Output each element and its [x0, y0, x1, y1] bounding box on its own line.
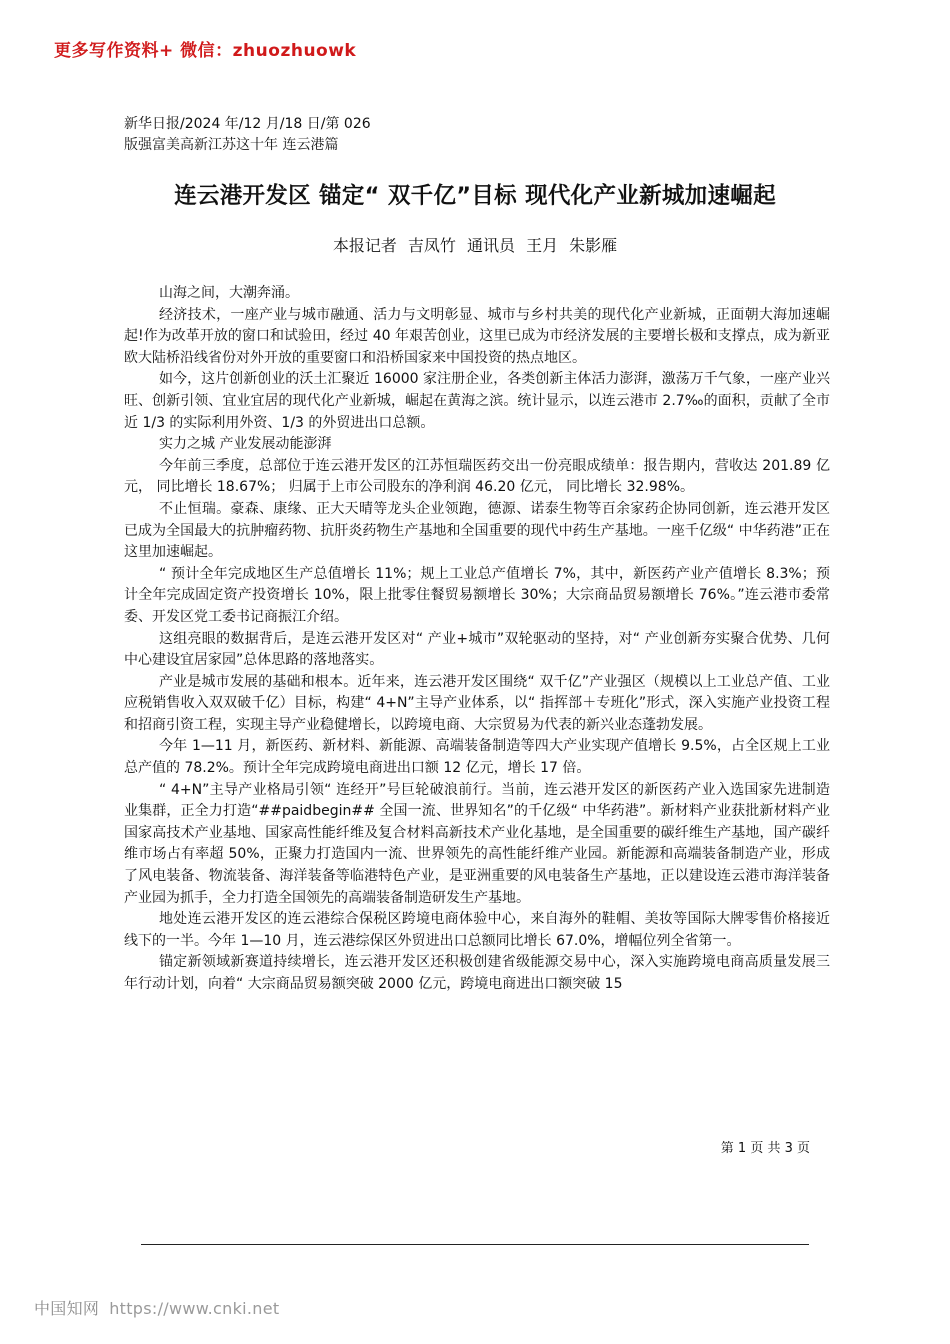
page-number: 第 1 页 共 3 页 — [720, 1141, 810, 1156]
paragraph: 产业是城市发展的基础和根本。近年来，连云港开发区围绕“ 双千亿”产业强区（规模以上工业总产值、工业应税销售收入双双破千亿）目标，构建“ 4+N”主导产业体系，以“ 指挥部＋专班化”形式，深入实施产业投资工程和招商引资工程，实现主导产业稳健增长，以跨境电商、大宗贸易为代表的新兴业态蓬勃发展。 — [124, 673, 830, 733]
paragraph: 这组亮眼的数据背后，是连云港开发区对“ 产业+城市”双轮驱动的坚持，对“ 产业创新夯实聚合优势、几何中心建设宜居家园”总体思路的落地落实。 — [124, 630, 830, 669]
publication-info-line: 版强富美高新江苏这十年 连云港篇 — [124, 137, 339, 153]
paragraph: 今年前三季度，总部位于连云港开发区的江苏恒瑞医药交出一份亮眼成绩单：报告期内，营收达 201.89 亿元， 同比增长 18.67%； 归属于上市公司股东的净利润 46.20 亿元， 同比增长 32.98%。 — [124, 457, 830, 496]
paragraph: 如今，这片创新创业的沃土汇聚近 16000 家注册企业，各类创新主体活力澎湃，激荡万千气象，一座产业兴旺、创新引领、宜业宜居的现代化产业新城，崛起在黄海之滨。统计显示，以连云港市 2.7‰的面积，贡献了全市近 1/3 的实际利用外资、1/3 的外贸进出口总额。 — [124, 371, 830, 431]
paragraph: 今年 1—11 月，新医药、新材料、新能源、高端装备制造等四大产业实现产值增长 9.5%，占全区规上工业总产值的 78.2%。预计全年完成跨境电商进出口额 12 亿元，增长 17 倍。 — [124, 738, 830, 777]
article-body — [124, 283, 830, 996]
watermark-brand: 中国知网 — [34, 1299, 100, 1318]
paragraph: 山海之间，大潮奔涌。 — [159, 285, 299, 301]
promo-banner: 更多写作资料+ 微信：zhuozhuowk — [54, 41, 357, 61]
paragraph: 经济技术，一座产业与城市融通、活力与文明彰显、城市与乡村共美的现代化产业新城，正面朝大海加速崛起!作为改革开放的窗口和试验田，经过 40 年艰苦创业，这里已成为市经济发展的主要增长极和支撑点，成为新亚欧大陆桥沿线省份对外开放的重要窗口和沿桥国家来中国投资的热点地区。 — [124, 306, 830, 366]
paragraph: 锚定新领域新赛道持续增长，连云港开发区还积极创建省级能源交易中心，深入实施跨境电商高质量发展三年行动计划，向着“ 大宗商品贸易额突破 2000 亿元，跨境电商进出口额突破 15 — [124, 954, 830, 992]
article-byline: 本报记者 吉凤竹 通讯员 王月 朱影雁 — [332, 236, 618, 255]
paragraph: 不止恒瑞。豪森、康缘、正大天晴等龙头企业领跑，德源、诺泰生物等百余家药企协同创新，连云港开发区已成为全国最大的抗肿瘤药物、抗肝炎药物生产基地和全国重要的现代中药生产基地。一座千亿级“ 中华药港”正在这里加速崛起。 — [124, 500, 830, 561]
paragraph: 地处连云港开发区的连云港综合保税区跨境电商体验中心，来自海外的鞋帽、美妆等国际大牌零售价格接近线下的一半。今年 1—10 月，连云港综保区外贸进出口总额同比增长 67.0%，增幅位列全省第一。 — [124, 911, 830, 949]
watermark-url: https://www.cnki.net — [109, 1299, 280, 1318]
paragraph: “ 预计全年完成地区生产总值增长 11%；规上工业总产值增长 7%，其中，新医药产业产值增长 8.3%；预计全年完成固定资产投资增长 10%，限上批零住餐贸易额增长 30%；大宗商品贸易额增长 76%。”连云港市委常委、开发区党工委书记商振江介绍。 — [124, 565, 830, 625]
section-subheading: 实力之城 产业发展动能澎湃 — [159, 436, 332, 453]
footer-divider — [141, 1244, 809, 1245]
publication-info — [124, 114, 624, 156]
source-watermark — [34, 1296, 279, 1319]
article-title: 连云港开发区 锚定“ 双千亿”目标 现代化产业新城加速崛起 — [174, 183, 776, 209]
paragraph: “ 4+N”主导产业格局引领“ 连经开”号巨轮破浪前行。当前，连云港开发区的新医药产业入选国家先进制造业集群，正全力打造“##paidbegin## 全国一流、世界知名”的千亿级“ 中华药港”。新材料产业获批新材料产业国家高技术产业基地、国家高性能纤维及复合材料高新技术产业化基地，是全国重要的碳纤维生产基地，国产碳纤维市场占有率超 50%，正聚力打造国内一流、世界领先的高性能纤维产业园。新能源和高端装备制造产业，形成了风电装备、物流装备、海洋装备等临港特色产业，是亚洲重要的风电装备生产基地，正以建设连云港市海洋装备产业园为抓手，全力打造全国领先的高端装备制造研发生产基地。 — [124, 781, 830, 906]
publication-info-line: 新华日报/2024 年/12 月/18 日/第 026 — [124, 116, 371, 132]
